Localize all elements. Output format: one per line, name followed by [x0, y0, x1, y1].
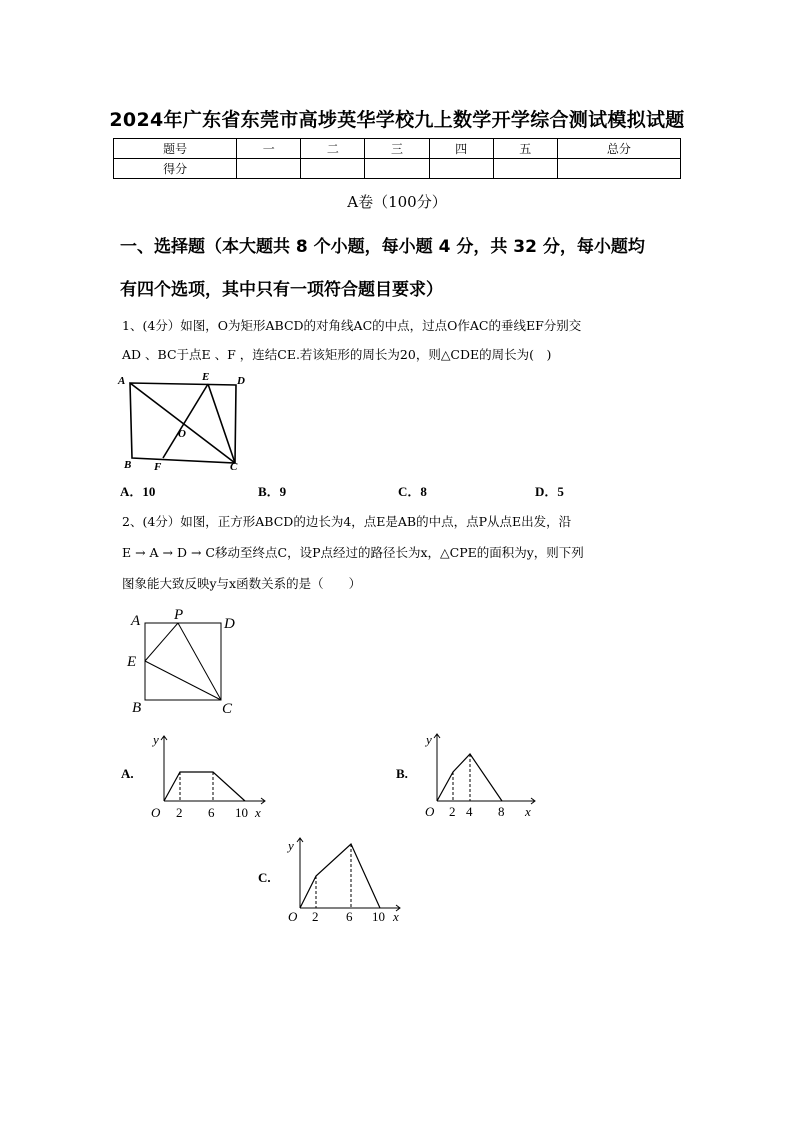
q1-text-line2: AD 、BC于点E 、F ，连结CE.若该矩形的周长为20，则△CDE的周长为( ) [122, 347, 552, 362]
score-header-cell: 二 [301, 139, 365, 159]
tick-label: 2 [312, 909, 319, 924]
segment-ef [163, 384, 208, 458]
score-cell[interactable] [429, 159, 493, 179]
q1-option-c[interactable]: C．8 [398, 484, 427, 499]
score-table-score-row [114, 159, 681, 179]
score-cell[interactable] [493, 159, 557, 179]
y-axis-label: y [426, 732, 432, 747]
label-b: B [124, 459, 132, 471]
q1-rectangle-figure [116, 370, 256, 475]
origin-label: O [425, 804, 435, 819]
q1-text-line1: 1、(4分）如图，O为矩形ABCD的对角线AC的中点，过点O作AC的垂线EF分别交 [122, 318, 582, 333]
score-cell[interactable] [557, 159, 680, 179]
q2-text-line2: E → A → D → C移动至终点C，设P点经过的路径长为x，△CPE的面积为y，则下列 [122, 545, 584, 560]
label-d: D [224, 616, 235, 632]
tick-label: 6 [208, 805, 215, 820]
square-abcd [145, 623, 221, 700]
label-p: P [174, 607, 184, 623]
x-axis-label: x [393, 909, 399, 924]
graph-b-label: B. [396, 766, 408, 781]
label-c: C [222, 701, 233, 717]
tick-label: 4 [466, 804, 473, 819]
label-a: A [118, 375, 126, 387]
q1-option-d[interactable]: D．5 [535, 484, 564, 499]
x-axis-label: x [525, 804, 531, 819]
score-header-cell: 五 [493, 139, 557, 159]
q2-text-line1: 2、(4分）如图，正方形ABCD的边长为4，点E是AB的中点，点P从点E出发，沿 [122, 514, 572, 529]
score-header-cell: 四 [429, 139, 493, 159]
section1-heading-line1: 一、选择题（本大题共 8 个小题，每小题 4 分，共 32 分，每小题均 [120, 237, 645, 257]
label-d: D [237, 375, 245, 387]
graph-c-curve [300, 844, 380, 908]
origin-label: O [288, 909, 298, 924]
label-b: B [132, 700, 142, 716]
section1-heading-line2: 有四个选项，其中只有一项符合题目要求） [120, 280, 443, 300]
q2-text-line3: 图象能大致反映y与x函数关系的是（ ） [122, 576, 362, 591]
label-e: E [127, 654, 137, 670]
origin-label: O [151, 805, 161, 820]
graph-a-curve [164, 772, 245, 801]
tick-label: 2 [449, 804, 456, 819]
tick-label: 10 [235, 805, 248, 820]
score-cell[interactable] [301, 159, 365, 179]
graph-b[interactable] [392, 728, 547, 823]
score-header-cell: 一 [237, 139, 301, 159]
graph-a[interactable] [115, 730, 275, 825]
diagonal-ac [130, 383, 235, 463]
score-cell[interactable] [237, 159, 301, 179]
tick-label: 8 [498, 804, 505, 819]
page-title: 2024年广东省东莞市高埗英华学校九上数学开学综合测试模拟试题 [109, 109, 685, 131]
segment-ep [145, 623, 178, 661]
label-o: O [178, 428, 186, 440]
score-table-header-row [114, 139, 681, 159]
x-axis-label: x [255, 805, 261, 820]
score-header-cell: 题号 [114, 139, 237, 159]
y-axis-label: y [288, 838, 294, 853]
score-row-label: 得分 [114, 159, 237, 179]
graph-c-label: C. [258, 870, 271, 885]
segment-ce [208, 384, 235, 463]
score-header-cell: 三 [365, 139, 429, 159]
tick-label: 10 [372, 909, 385, 924]
q1-option-b[interactable]: B．9 [258, 484, 287, 499]
label-e: E [202, 371, 210, 383]
label-c: C [230, 461, 238, 473]
y-axis-label: y [153, 732, 159, 747]
score-table [113, 138, 681, 179]
score-header-cell: 总分 [557, 139, 680, 159]
graph-c[interactable] [254, 832, 414, 927]
section-a-heading: A卷（100分） [347, 193, 447, 211]
q1-option-a[interactable]: A．10 [120, 484, 156, 499]
graph-a-label: A. [121, 766, 134, 781]
tick-label: 6 [346, 909, 353, 924]
tick-label: 2 [176, 805, 183, 820]
q2-square-figure [124, 603, 254, 718]
label-a: A [131, 613, 141, 629]
score-cell[interactable] [365, 159, 429, 179]
label-f: F [154, 461, 162, 473]
